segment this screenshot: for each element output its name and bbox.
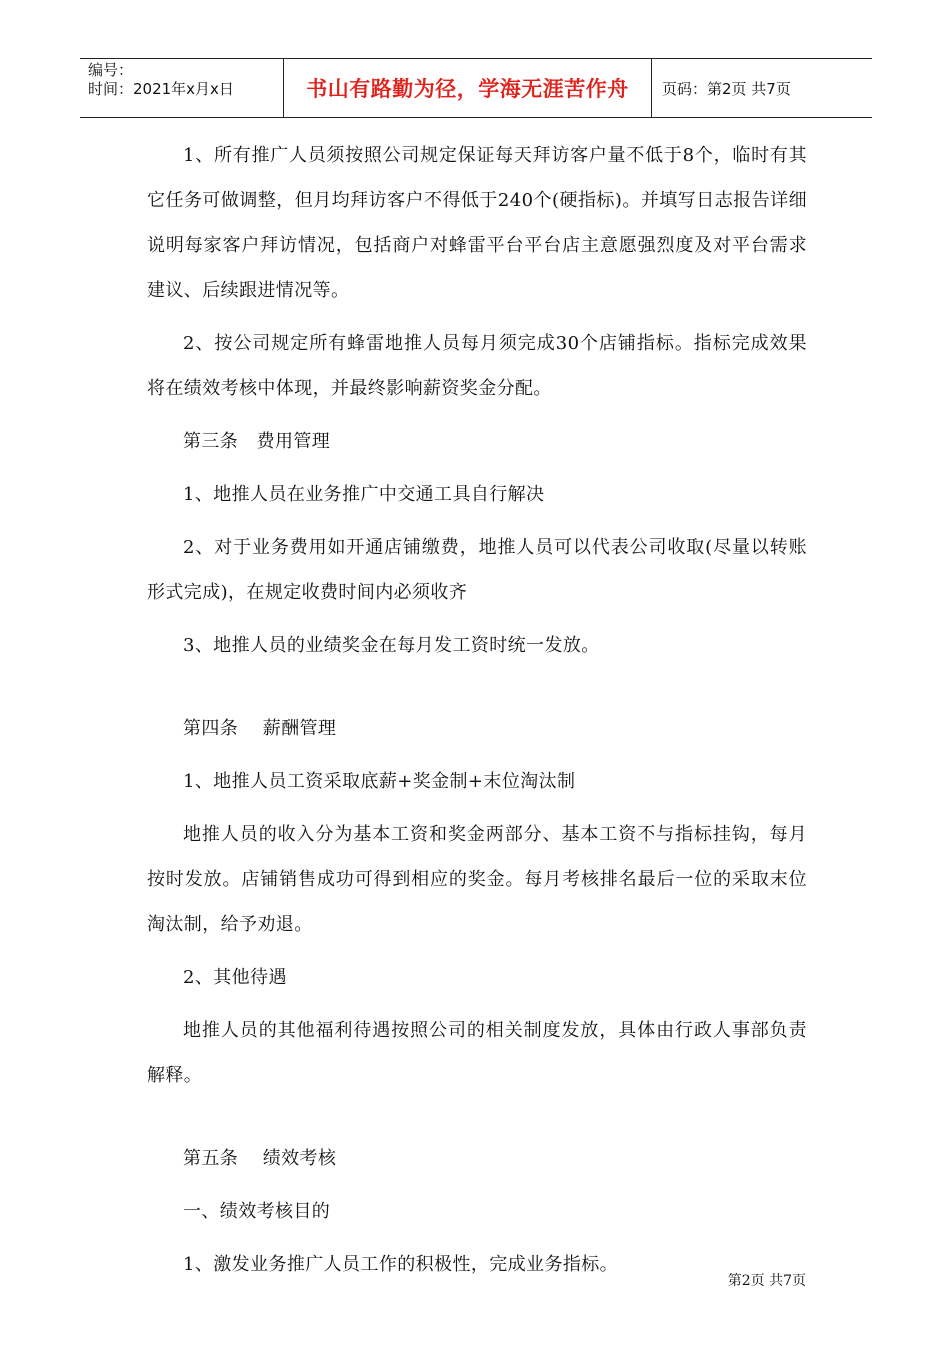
paragraph-store-quota: 2、按公司规定所有蜂雷地推人员每月须完成30个店铺指标。指标完成效果将在绩效考核中体现，并最终影响薪资奖金分配。: [147, 333, 807, 399]
document-date-label: 时间：2021年x月x日: [88, 80, 234, 98]
paragraph-other-benefits-heading: 2、其他待遇: [183, 967, 287, 988]
paragraph-motivation: 1、激发业务推广人员工作的积极性，完成业务指标。: [183, 1254, 619, 1275]
paragraph-other-benefits: 地推人员的其他福利待遇按照公司的相关制度发放，具体由行政人事部负责解释。: [147, 1020, 807, 1086]
paragraph-visit-quota: 1、所有推广人员须按照公司规定保证每天拜访客户量不低于8个，临时有其它任务可做调整，但月均拜访客户不得低于240个(硬指标)。并填写日志报告详细说明每家客户拜访情况，包括商户对蜂雷平台平台店主意愿强烈度及对平台需求建议、后续跟进情况等。: [147, 145, 807, 301]
page-header: [80, 58, 872, 118]
section-heading-salary: 第四条 薪酬管理: [183, 718, 337, 739]
header-page-number: 页码：第2页 共7页: [662, 79, 791, 98]
header-meta: [80, 59, 284, 117]
paragraph-income-details: 地推人员的收入分为基本工资和奖金两部分、基本工资不与指标挂钩，每月按时发放。店铺销售成功可得到相应的奖金。每月考核排名最后一位的采取末位淘汰制，给予劝退。: [147, 824, 807, 935]
paragraph-performance-purpose: 一、绩效考核目的: [183, 1201, 331, 1222]
section-heading-expense: 第三条 费用管理: [183, 431, 331, 452]
document-number-label: 编号：: [88, 61, 134, 79]
section-heading-performance: 第五条 绩效考核: [183, 1148, 337, 1169]
paragraph-salary-structure: 1、地推人员工资采取底薪+奖金制+末位淘汰制: [183, 771, 576, 792]
page-footer: 第2页 共7页: [727, 1273, 806, 1289]
paragraph-transport: 1、地推人员在业务推广中交通工具自行解决: [183, 484, 545, 505]
document-body: [147, 133, 807, 1295]
paragraph-bonus-payment: 3、地推人员的业绩奖金在每月发工资时统一发放。: [183, 635, 600, 656]
header-motto: 书山有路勤为径，学海无涯苦作舟: [284, 59, 652, 117]
paragraph-fee-collection: 2、对于业务费用如开通店铺缴费，地推人员可以代表公司收取(尽量以转账形式完成)，在规定收费时间内必须收齐: [147, 537, 807, 603]
